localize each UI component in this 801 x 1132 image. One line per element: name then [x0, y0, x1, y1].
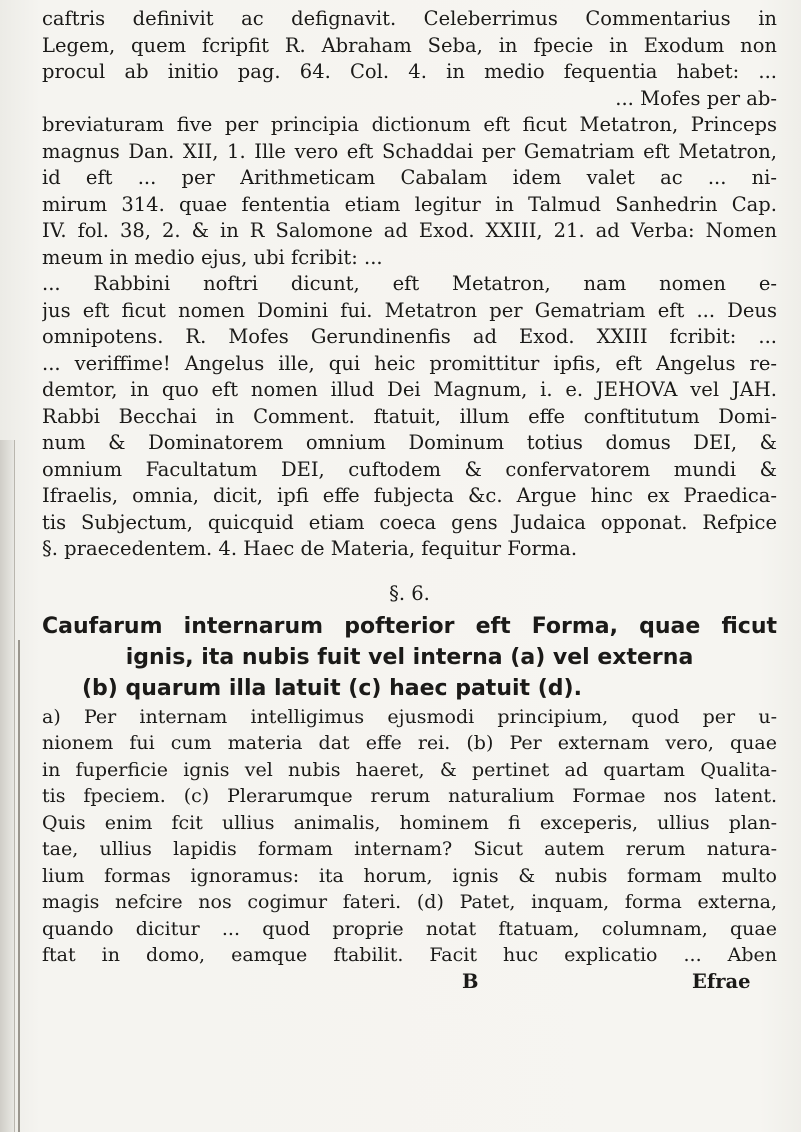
paragraph-line: lium formas ignoramus: ita horum, ignis & nubis formam multo: [42, 864, 777, 887]
binding-line: [18, 640, 20, 1132]
paragraph-line: nionem fui cum materia dat effe rei. (b) Per externam vero, quae: [42, 732, 777, 754]
page-footer: [42, 969, 777, 995]
paragraph-line: tae, ullius lapidis formam internam? Sicut autem rerum natura-: [42, 838, 777, 860]
text-line: Legem, quem fcripfit R. Abraham Seba, in fpecie in Exodum non: [42, 33, 777, 57]
page-text: [42, 6, 777, 995]
paragraph-line: quando dicitur ... quod proprie notat ftatuam, columnam, quae: [42, 917, 777, 940]
text-line: id eft ... per Arithmeticam Cabalam idem valet ac ... ni-: [42, 166, 777, 189]
text-line: tis Subjectum, quicquid etiam coeca gens Judaica opponat. Refpice: [42, 510, 777, 534]
paragraph-line: Quis enim fcit ullius animalis, hominem fi exceperis, ullius plan-: [42, 811, 777, 834]
text-line: omnium Facultatum DEI, cuftodem & confervatorem mundi &: [42, 457, 777, 481]
section-heading-line: (b) quarum illa latuit (c) haec patuit (d).: [82, 675, 582, 701]
text-line: breviaturam five per principia dictionum eft ficut Metatron, Princeps: [42, 113, 777, 136]
text-line: ... Mofes per ab-: [615, 86, 777, 110]
text-line: magnus Dan. XII, 1. Ille vero eft Schaddai per Gematriam eft Metatron,: [42, 139, 777, 163]
text-line: caftris definivit ac defignavit. Celeberrimus Commentarius in: [42, 7, 777, 30]
text-line: jus eft ficut nomen Domini fui. Metatron per Gematriam eft ... Deus: [42, 298, 777, 322]
section-heading-line: Caufarum internarum pofterior eft Forma, quae ficut: [42, 613, 777, 639]
paragraph-line: a) Per internam intelligimus ejusmodi principium, quod per u-: [42, 705, 777, 728]
text-line: omnipotens. R. Mofes Gerundinenfis ad Exod. XXIII fcribit: ...: [42, 325, 777, 348]
text-line: mirum 314. quae fententia etiam legitur in Talmud Sanhedrin Cap.: [42, 192, 777, 216]
text-line: meum in medio ejus, ubi fcribit: ...: [42, 245, 383, 269]
text-line: §. praecedentem. 4. Haec de Materia, fequitur Forma.: [42, 537, 578, 560]
text-line: procul ab initio pag. 64. Col. 4. in medio fequentia habet: ...: [42, 60, 777, 83]
text-line: ... veriffime! Angelus ille, qui heic promittitur ipfis, eft Angelus re-: [42, 351, 777, 375]
catchword: Efrae: [692, 969, 751, 993]
paragraph-line: ftat in domo, eamque ftabilit. Facit huc explicatio ... Aben: [42, 944, 777, 966]
signature-mark: B: [462, 969, 479, 993]
binding-edge: [0, 440, 15, 1132]
paragraph-line: in fuperficie ignis vel nubis haeret, & pertinet ad quartam Qualita-: [42, 758, 777, 781]
paragraph-line: tis fpeciem. (c) Plerarumque rerum naturalium Formae nos latent.: [42, 785, 777, 807]
text-line: IV. fol. 38, 2. & in R Salomone ad Exod. XXIII, 21. ad Verba: Nomen: [42, 219, 777, 242]
section-heading-line: ignis, ita nubis fuit vel interna (a) vel externa: [125, 644, 694, 670]
text-line: demtor, in quo eft nomen illud Dei Magnum, i. e. JEHOVA vel JAH.: [42, 378, 777, 401]
text-line: Rabbi Becchai in Comment. ftatuit, illum effe conftitutum Domi-: [42, 404, 777, 428]
text-line: ... Rabbini noftri dicunt, eft Metatron, nam nomen e-: [42, 272, 777, 295]
text-line: Ifraelis, omnia, dicit, ipfi effe fubjecta &c. Argue hinc ex Praedica-: [42, 484, 777, 507]
section-mark: §. 6.: [389, 581, 430, 605]
text-line: num & Dominatorem omnium Dominum totius domus DEI, &: [42, 431, 777, 454]
paragraph-line: magis nefcire nos cogimur fateri. (d) Patet, inquam, forma externa,: [42, 891, 777, 913]
